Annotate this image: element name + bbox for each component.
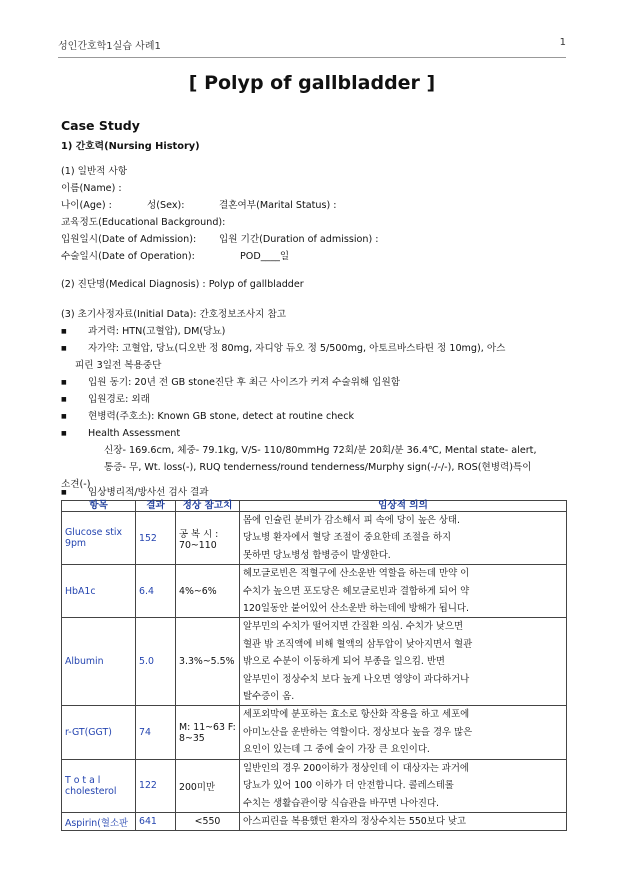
general-heading: (1) 일반적 사항 xyxy=(61,166,128,177)
table-row xyxy=(62,759,567,812)
assessment-line-2: 통증- 무, Wt. loss(-), RUQ tenderness/round tenderness/Murphy sign(-/-/-), ROS(현병력)특이 xyxy=(104,462,532,473)
cell-normal: 200미만 xyxy=(176,759,240,812)
name-field: 이름(Name) : xyxy=(61,183,122,194)
meaning-line: 못하면 당뇨병성 합병증이 발생한다. xyxy=(243,549,391,561)
cell-normal: 공 복 시 : 70~110 xyxy=(176,512,240,565)
column-header-item: 항목 xyxy=(62,501,136,512)
cell-result: 5.0 xyxy=(136,618,176,706)
column-header-meaning: 임상적 의의 xyxy=(240,501,567,512)
admission-date-field: 입원일시(Date of Admission): xyxy=(61,234,197,245)
meaning-line: 헤모글로빈은 적혈구에 산소운반 역할을 하는데 만약 이 xyxy=(243,568,470,580)
table-row xyxy=(62,512,567,565)
column-header-result: 결과 xyxy=(136,501,176,512)
cell-result: 641 xyxy=(136,812,176,830)
assessment-line-3: 소견(-) xyxy=(61,479,91,490)
section-subtitle: 1) 간호력(Nursing History) xyxy=(61,141,200,152)
meaning-line: 혈관 밖 조직액에 비해 혈액의 삼투압이 낮아지면서 혈관 xyxy=(243,638,473,650)
cell-meaning xyxy=(240,706,567,759)
cell-item: r-GT(GGT) xyxy=(62,706,136,759)
meaning-line: 알부민이 정상수치 보다 높게 나오면 영양이 과다하거나 xyxy=(243,673,470,685)
cell-meaning xyxy=(240,565,567,618)
cell-meaning xyxy=(240,512,567,565)
cell-result: 74 xyxy=(136,706,176,759)
table-row xyxy=(62,565,567,618)
meaning-line: 아스피린을 복용했던 환자의 정상수치는 550보다 낮고 xyxy=(243,815,466,827)
meaning-line: 당뇨가 있어 100 이하가 더 안전합니다. 콜레스테롤 xyxy=(243,780,454,792)
cell-result: 6.4 xyxy=(136,565,176,618)
meaning-line: 밖으로 수분이 이동하게 되어 부종을 일으킴. 반면 xyxy=(243,656,445,668)
sex-field: 성(Sex): xyxy=(147,200,185,211)
meaning-line: 탈수증이 옴. xyxy=(243,691,295,703)
marital-field: 결혼여부(Marital Status) : xyxy=(219,200,337,211)
list-item-motivation: ■ 입원 동기: 20년 전 GB stone진단 후 최근 사이즈가 커져 수술위해 입원함 xyxy=(88,374,400,391)
meaning-line: 요인이 있는데 그 중에 술이 가장 큰 요인이다. xyxy=(243,744,430,756)
header-course-title: 성인간호학1실습 사례1 xyxy=(58,41,161,52)
list-item-route: ■ 입원경로: 외래 xyxy=(88,391,150,408)
section-title: Case Study xyxy=(61,118,140,133)
meaning-line: 수치는 생활습관이랑 식습관을 바꾸면 나아진다. xyxy=(243,797,440,809)
meaning-line: 알부민의 수치가 떨어지면 간질환 의심. 수치가 낮으면 xyxy=(243,621,464,633)
cell-item: HbA1c xyxy=(62,565,136,618)
age-field: 나이(Age) : xyxy=(61,200,112,211)
column-header-normal: 정상 참고치 xyxy=(176,501,240,512)
meaning-line: 일반인의 경우 200이하가 정상인데 이 대상자는 과거에 xyxy=(243,762,469,774)
list-item-present-illness: ■ 현병력(주호소): Known GB stone, detect at routine check xyxy=(88,408,354,425)
cell-normal: <550 xyxy=(176,812,240,830)
meaning-line: 아미노산을 운반하는 역할이다. 정상보다 높을 경우 많은 xyxy=(243,726,473,738)
list-item-medication-cont: 피린 3일전 복용중단 xyxy=(75,360,162,371)
meaning-line: 수치가 높으면 포도당은 헤모글로빈과 결합하게 되어 약 xyxy=(243,585,470,597)
cell-meaning xyxy=(240,759,567,812)
lab-heading: ■ 임상병리적/방사선 검사 결과 xyxy=(88,484,209,501)
cell-meaning xyxy=(240,618,567,706)
list-item-health-assessment: ■ Health Assessment xyxy=(88,425,180,442)
lab-results-table xyxy=(61,500,567,831)
table-row xyxy=(62,812,567,830)
meaning-line: 세포외막에 분포하는 효소로 항산화 작용을 하고 세포에 xyxy=(243,709,470,721)
cell-result: 122 xyxy=(136,759,176,812)
cell-result: 152 xyxy=(136,512,176,565)
table-header-row xyxy=(62,501,567,512)
medical-diagnosis: (2) 진단명(Medical Diagnosis) : Polyp of gallbladder xyxy=(61,279,304,290)
cell-normal: 4%~6% xyxy=(176,565,240,618)
meaning-line: 당뇨병 환자에서 혈당 조절이 중요한데 조절을 하지 xyxy=(243,532,452,544)
list-item-medication: ■ 자가약: 고혈압, 당뇨(디오반 정 80mg, 자디앙 듀오 정 5/500mg, 아토르바스타틴 정 10mg), 아스 xyxy=(88,340,505,357)
cell-item: Albumin xyxy=(62,618,136,706)
operation-date-field: 수술일시(Date of Operation): xyxy=(61,251,195,262)
header-divider xyxy=(58,57,566,58)
assessment-line-1: 신장- 169.6cm, 체중- 79.1kg, V/S- 110/80mmHg 72회/분 20회/분 36.4℃, Mental state- alert, xyxy=(104,445,537,456)
cell-meaning xyxy=(240,812,567,830)
page-header xyxy=(58,37,566,51)
admission-period-field: 입원 기간(Duration of admission) : xyxy=(219,234,379,245)
page-number: 1 xyxy=(559,37,566,48)
cell-item: Aspirin(혈소판 xyxy=(62,812,136,830)
cell-normal: 3.3%~5.5% xyxy=(176,618,240,706)
cell-item: T o t a l cholesterol xyxy=(62,759,136,812)
list-item-history: ■ 과거력: HTN(고혈압), DM(당뇨) xyxy=(88,323,225,340)
meaning-line: 몸에 인슐린 분비가 감소해서 피 속에 당이 높은 상태. xyxy=(243,515,461,526)
table-row xyxy=(62,706,567,759)
table-row xyxy=(62,618,567,706)
cell-normal: M: 11~63 F: 8~35 xyxy=(176,706,240,759)
initial-data-heading: (3) 초기사정자료(Initial Data): 간호정보조사지 참고 xyxy=(61,309,286,320)
cell-item: Glucose stix 9pm xyxy=(62,512,136,565)
education-field: 교육정도(Educational Background): xyxy=(61,217,226,228)
pod-field: POD____일 xyxy=(240,251,290,262)
document-title: [ Polyp of gallbladder ] xyxy=(188,72,436,94)
meaning-line: 120일동안 붙어있어 산소운반 하는데에 방해가 됩니다. xyxy=(243,603,469,615)
